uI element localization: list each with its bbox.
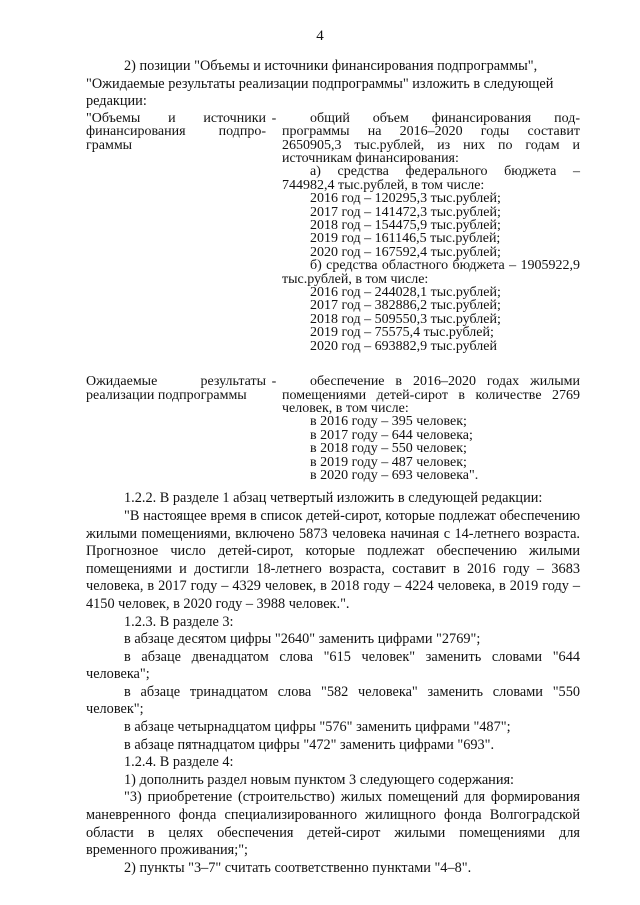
results-year-item: в 2018 году – 550 человек; xyxy=(310,441,467,457)
federal-year-item: 2017 год – 141472,3 тыс.рублей; xyxy=(310,204,501,220)
row-results-value xyxy=(282,375,580,482)
results-year-item: в 2016 году – 395 человек; xyxy=(310,414,467,430)
federal-year-item: 2020 год – 167592,4 тыс.рублей; xyxy=(310,244,501,260)
financing-total: общий объем финансирования под-программы на 2016–2020 годы составит 2650905,3 тыс.рублей, из них по годам и источникам финансирования: xyxy=(282,110,580,166)
paragraph: в абзаце тринадцатом слова "582 человека" заменить словами "550 человек"; xyxy=(86,683,580,718)
federal-year-item: 2016 год – 120295,3 тыс.рублей; xyxy=(310,191,501,207)
intro-line-3: редакции: xyxy=(86,93,147,110)
paragraph: 2) пункты "3–7" считать соответственно пунктами "4–8". xyxy=(124,859,472,876)
regional-year-item: 2017 год – 382886,2 тыс.рублей; xyxy=(310,298,501,314)
amendments-section xyxy=(86,490,580,877)
federal-year-list xyxy=(282,192,580,259)
passport-table xyxy=(86,112,580,483)
row-results-dash: - xyxy=(271,374,277,390)
paragraph: 1) дополнить раздел новым пунктом 3 следующего содержания: xyxy=(124,771,515,788)
paragraph: "3) приобретение (строительство) жилых помещений для формирования маневренного фонда специализированного жилищного фонда Волгоградской области в целях обеспечения детей-сирот жилыми помещениями для временного проживания;"; xyxy=(86,789,580,859)
results-year-item: в 2020 году – 693 человека". xyxy=(310,467,479,483)
federal-year-item: 2019 год – 161146,5 тыс.рублей; xyxy=(310,231,501,247)
results-year-item: в 2019 году – 487 человек; xyxy=(310,454,467,470)
paragraph: 1.2.4. В разделе 4: xyxy=(124,754,234,771)
paragraph: "В настоящее время в список детей-сирот, которые подлежат обеспечению жилыми помещениями, включено 5873 человека начиная с 14-летнего возраста. Прогнозное число детей-сирот, которые подлежат обеспечению жилыми помещениями и достигли 18-летнего возраста, составит в 2016 году – 3683 человека, в 2017 году – 4329 человек, в 2018 году – 4224 человека, в 2019 году – 4150 человек, в 2020 году – 3988 человек.". xyxy=(86,507,580,612)
federal-year-item: 2018 год – 154475,9 тыс.рублей; xyxy=(310,218,501,234)
results-year-item: в 2017 году – 644 человека; xyxy=(310,427,473,443)
paragraph: в абзаце четырнадцатом цифры "576" заменить цифрами "487"; xyxy=(124,719,511,736)
row-financing-value xyxy=(282,112,580,353)
paragraph: в абзаце двенадцатом слова "615 человек" заменить словами "644 человека"; xyxy=(86,648,580,683)
row-financing-dash: - xyxy=(271,110,277,126)
federal-budget-heading: а) средства федерального бюджета – 744982,4 тыс.рублей, в том числе: xyxy=(282,164,580,193)
paragraph: 1.2.3. В разделе 3: xyxy=(124,613,234,630)
regional-year-item: 2019 год – 75575,4 тыс.рублей; xyxy=(310,325,494,341)
row-financing-label: "Объемы и источники финансирования подпро-граммы xyxy=(86,110,266,153)
results-year-list xyxy=(282,415,580,482)
regional-budget-heading: б) средства областного бюджета – 1905922,9 тыс.рублей, в том числе: xyxy=(282,258,580,287)
regional-year-list xyxy=(282,286,580,353)
document-body xyxy=(86,58,580,877)
regional-year-item: 2016 год – 244028,1 тыс.рублей; xyxy=(310,285,501,301)
intro-line-1: 2) позиции "Объемы и источники финансирования подпрограммы", xyxy=(124,58,538,74)
regional-year-item: 2020 год – 693882,9 тыс.рублей xyxy=(310,338,497,354)
regional-year-item: 2018 год – 509550,3 тыс.рублей; xyxy=(310,311,501,327)
paragraph: в абзаце пятнадцатом цифры "472" заменить цифрами "693". xyxy=(124,736,495,753)
page-number: 4 xyxy=(316,28,324,44)
paragraph: в абзаце десятом цифры "2640" заменить цифрами "2769"; xyxy=(124,631,481,648)
intro-line-2: "Ожидаемые результаты реализации подпрограммы" изложить в следующей xyxy=(86,75,554,92)
paragraph: 1.2.2. В разделе 1 абзац четвертый изложить в следующей редакции: xyxy=(124,490,543,507)
row-results-label: Ожидаемые результаты реализации подпрограммы xyxy=(86,374,266,403)
results-text: обеспечение в 2016–2020 годах жилыми помещениями детей-сирот в количестве 2769 человек, в том числе: xyxy=(282,374,580,416)
